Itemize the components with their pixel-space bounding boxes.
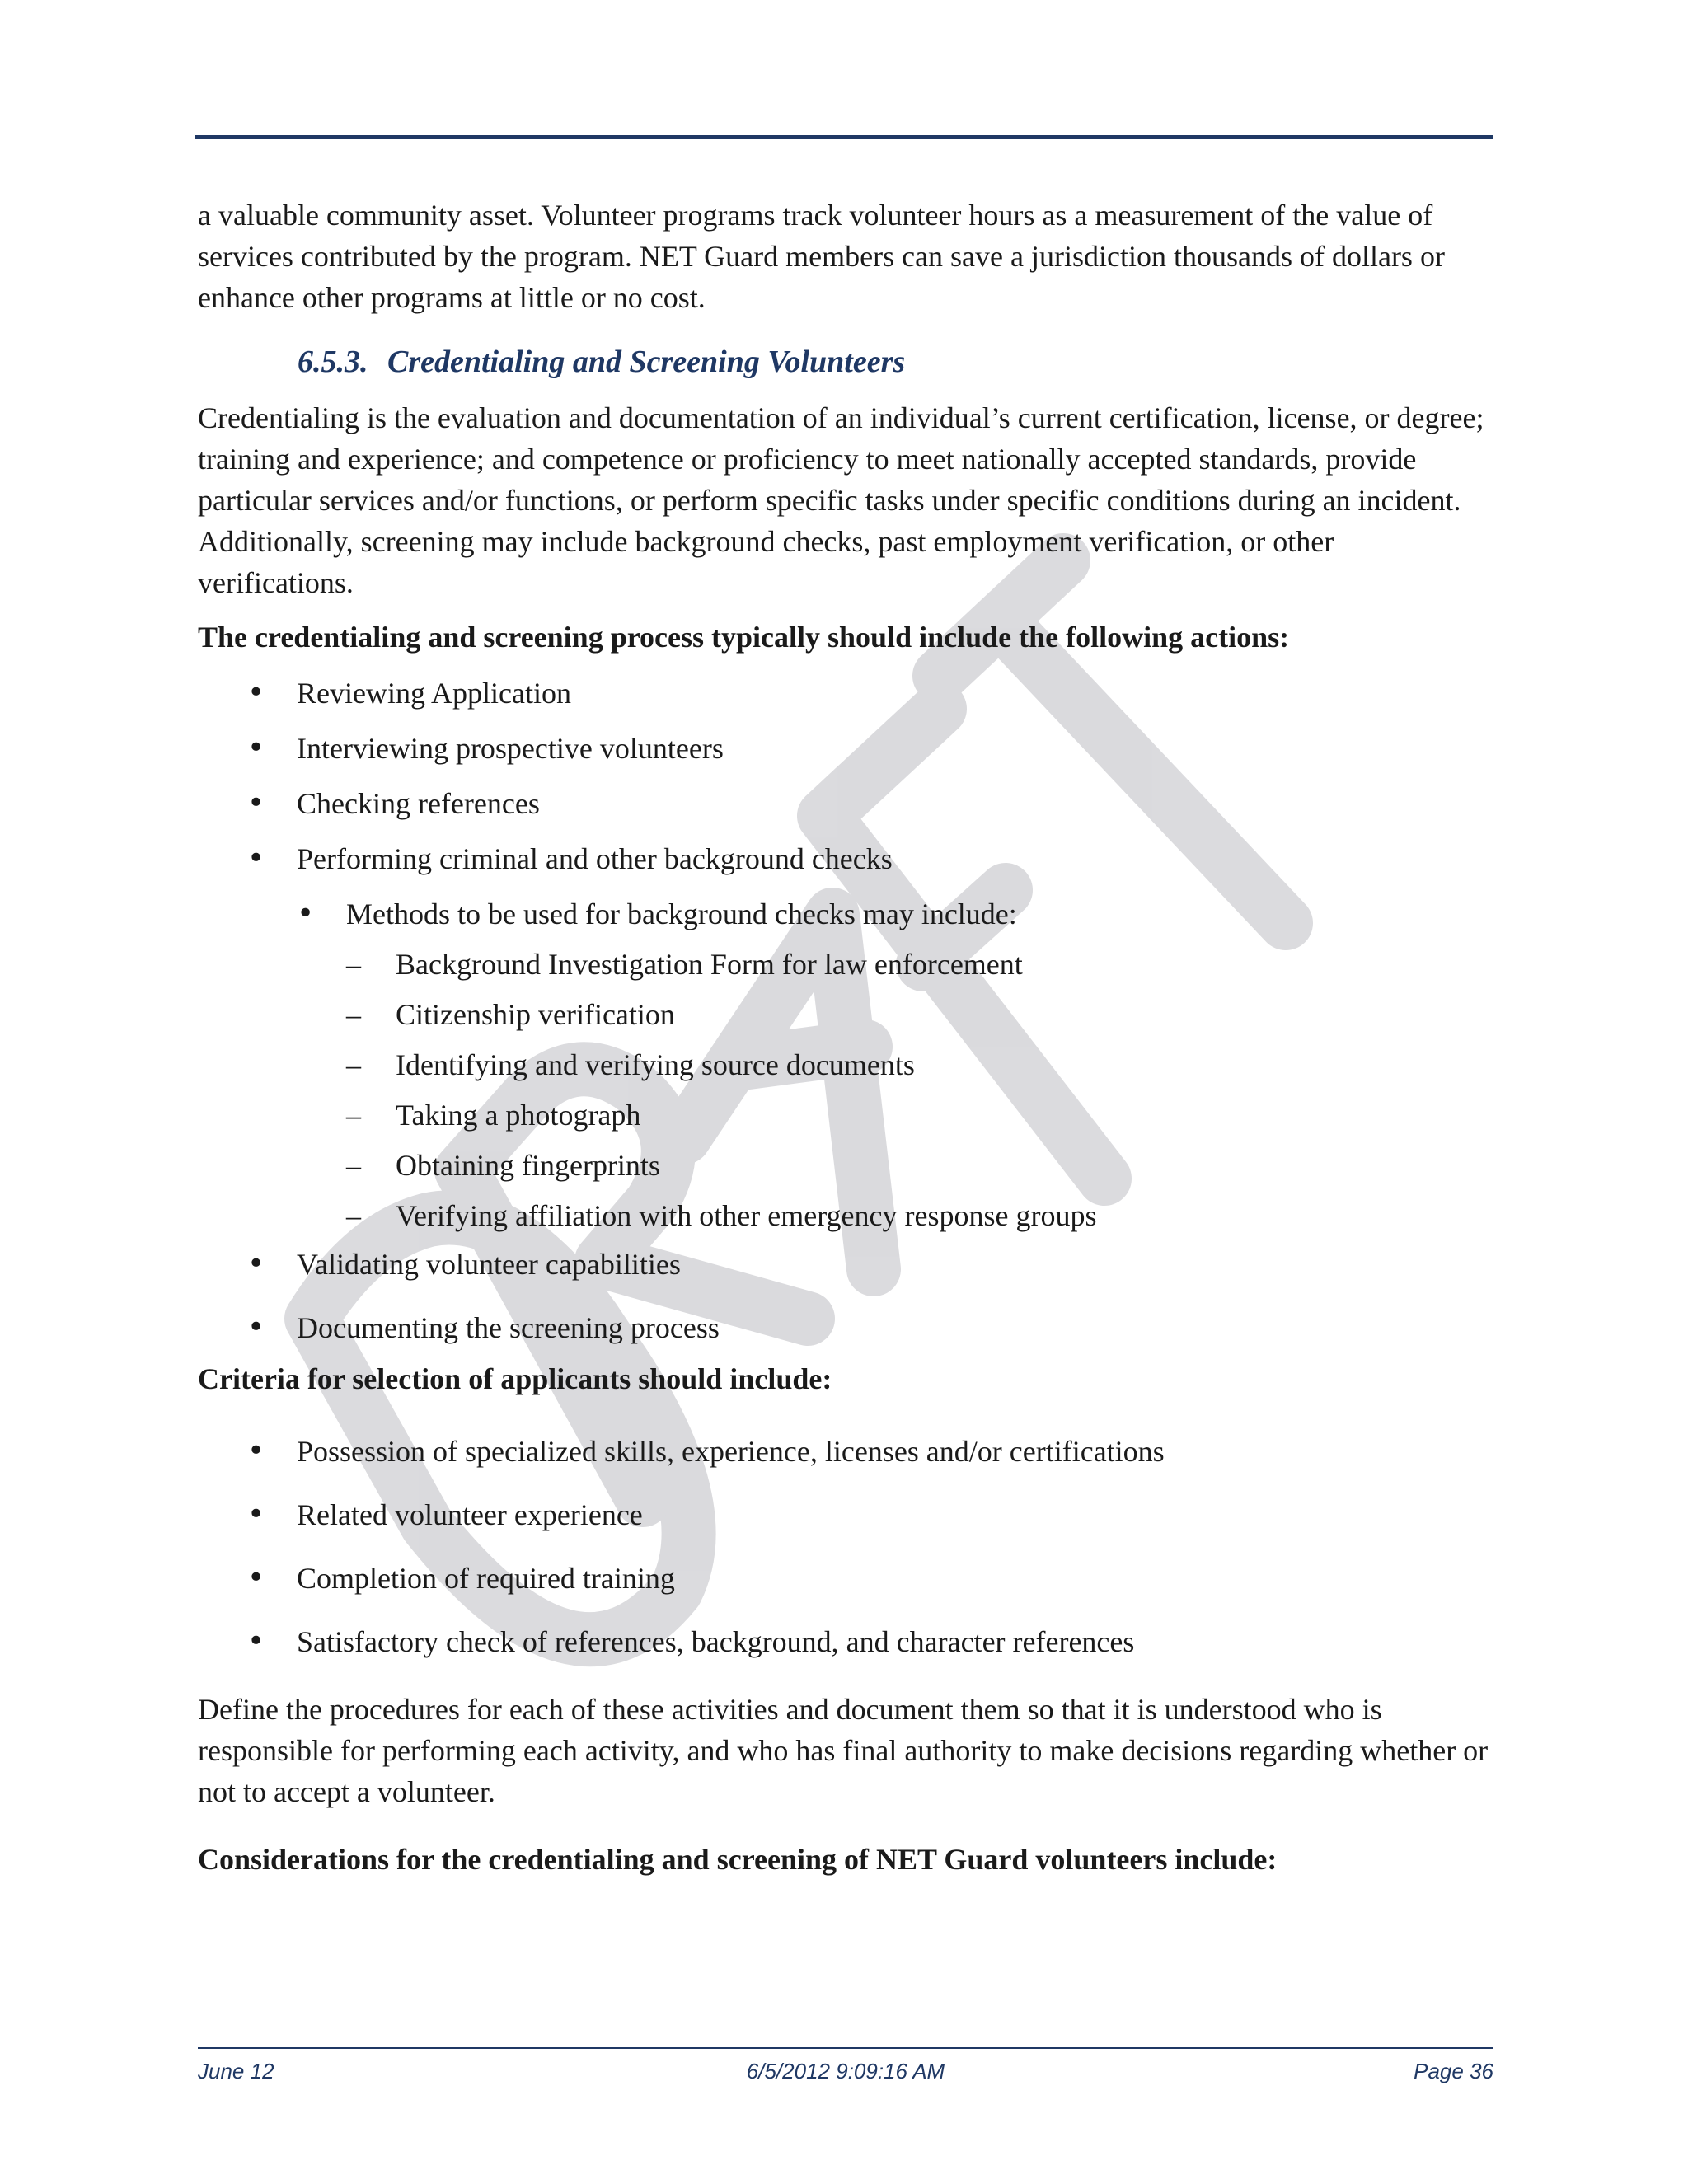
footer-rule	[198, 2047, 1493, 2049]
list-item: • Performing criminal and other background checks	[198, 838, 1493, 879]
footer-timestamp: 6/5/2012 9:09:16 AM	[746, 2059, 945, 2083]
intro-paragraph: a valuable community asset. Volunteer programs track volunteer hours as a measurement of the value of services contributed by the program. NET Guard members can save a jurisdiction thousands of dollars or enhance other programs at little or no cost.	[198, 199, 1445, 314]
list-item: • Possession of specialized skills, experience, licenses and/or certifications	[198, 1431, 1493, 1472]
methods-list	[198, 940, 1493, 1241]
list-item: • Interviewing prospective volunteers	[198, 728, 1493, 769]
process-lead: The credentialing and screening process typically should include the following actions:	[198, 621, 1290, 654]
process-list-continued	[198, 1244, 1493, 1348]
section-heading	[198, 330, 1493, 394]
methods-sublist	[198, 893, 1493, 935]
list-item: • Related volunteer experience	[198, 1494, 1493, 1535]
considerations-lead: Considerations for the credentialing and screening of NET Guard volunteers include:	[198, 1843, 1278, 1876]
criteria-list	[198, 1431, 1493, 1662]
page-footer	[198, 2059, 1493, 2092]
list-item: – Obtaining fingerprints	[198, 1141, 1493, 1191]
header-rule	[195, 135, 1493, 139]
list-item: – Background Investigation Form for law enforcement	[198, 940, 1493, 990]
section-number: 6.5.3.	[298, 344, 368, 379]
list-item: – Verifying affiliation with other emergency response groups	[198, 1191, 1493, 1241]
list-item: – Taking a photograph	[198, 1090, 1493, 1141]
list-item: • Documenting the screening process	[198, 1307, 1493, 1348]
section-title: Credentialing and Screening Volunteers	[387, 344, 906, 379]
page-content	[198, 194, 1493, 1880]
list-item: – Citizenship verification	[198, 990, 1493, 1040]
process-list	[198, 673, 1493, 879]
list-item: • Satisfactory check of references, background, and character references	[198, 1621, 1493, 1662]
list-item: • Reviewing Application	[198, 673, 1493, 714]
credentialing-paragraph: Credentialing is the evaluation and documentation of an individual’s current certification, license, or degree; training and experience; and competence or proficiency to meet nationally accepted standards, provide particular services and/or functions, or perform specific tasks under specific conditions during an incident. Additionally, screening may include background checks, past employment verification, or other verifications.	[198, 401, 1484, 599]
footer-date: June 12	[198, 2059, 274, 2083]
list-item: • Validating volunteer capabilities	[198, 1244, 1493, 1285]
footer-page-number: Page 36	[1414, 2059, 1493, 2083]
list-item: • Methods to be used for background checks may include:	[198, 893, 1493, 935]
procedures-paragraph: Define the procedures for each of these activities and document them so that it is understood who is responsible for performing each activity, and who has final authority to make decisions regarding whether or not to accept a volunteer.	[198, 1693, 1489, 1808]
criteria-lead: Criteria for selection of applicants should include:	[198, 1362, 832, 1395]
list-item: • Completion of required training	[198, 1558, 1493, 1599]
list-item: – Identifying and verifying source documents	[198, 1040, 1493, 1090]
list-item: • Checking references	[198, 783, 1493, 824]
